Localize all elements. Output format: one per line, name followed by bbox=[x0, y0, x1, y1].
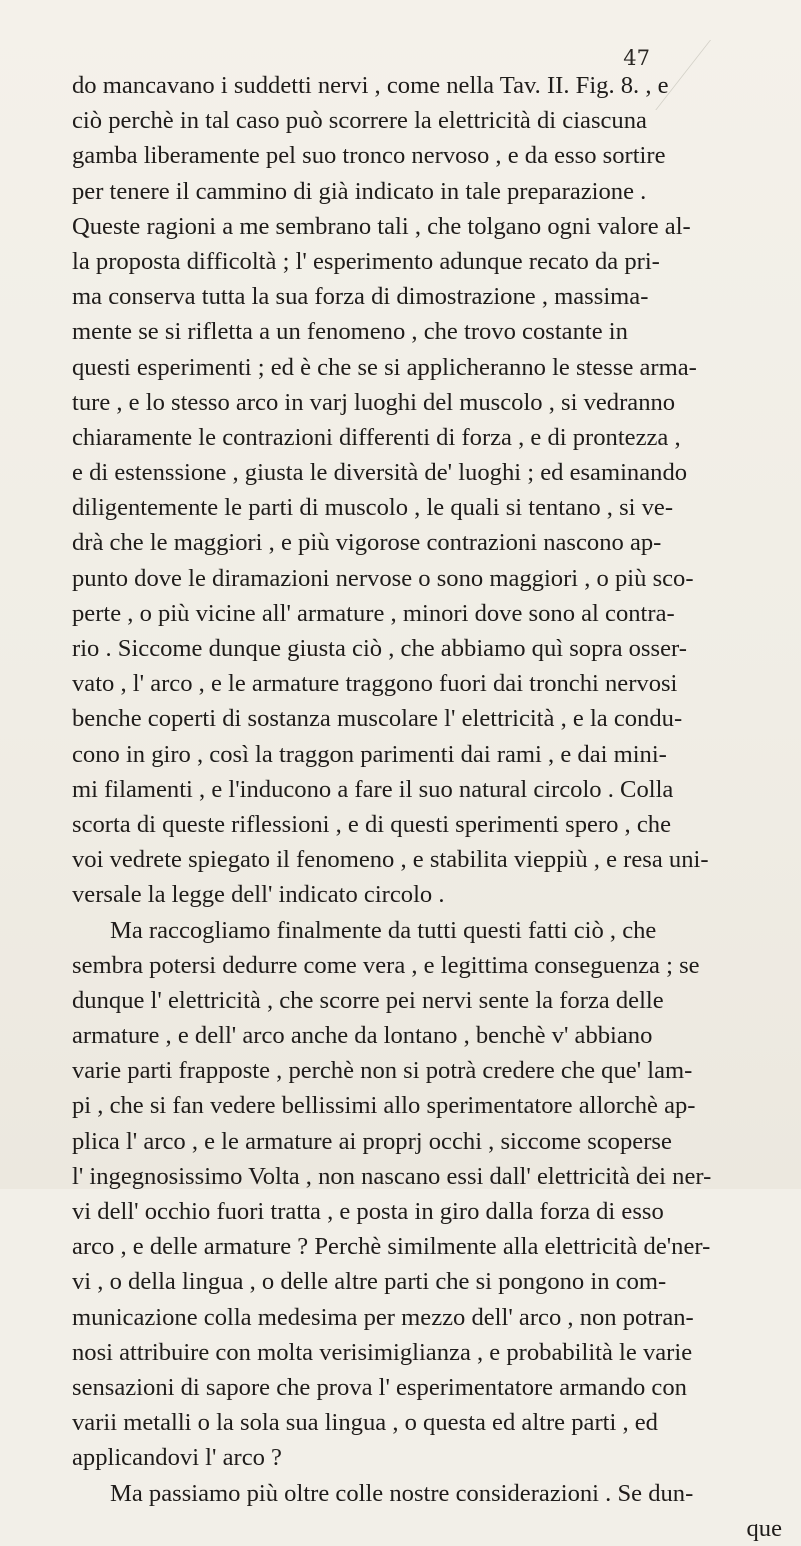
body-text bbox=[72, 68, 794, 1546]
text-line: pi , che si fan vedere bellissimi allo sperimentatore allorchè ap- bbox=[72, 1092, 696, 1120]
text-line: dunque l' elettricità , che scorre pei nervi sente la forza delle bbox=[72, 986, 664, 1014]
text-line: municazione colla medesima per mezzo dell' arco , non potran- bbox=[72, 1303, 694, 1331]
text-line: nosi attribuire con molta verisimiglianza , e probabilità le varie bbox=[72, 1338, 693, 1366]
text-line: versale la legge dell' indicato circolo . bbox=[72, 881, 445, 909]
text-line: applicandovi l' arco ? bbox=[72, 1444, 282, 1472]
text-line: rio . Siccome dunque giusta ciò , che abbiamo quì sopra osser- bbox=[72, 635, 687, 662]
text-line: cono in giro , così la traggon parimenti dai rami , e dai mini- bbox=[72, 740, 667, 768]
text-line: vato , l' arco , e le armature traggono fuori dai tronchi nervosi bbox=[72, 670, 678, 698]
text-line: Queste ragioni a me sembrano tali , che tolgano ogni valore al- bbox=[72, 212, 691, 240]
text-line: per tenere il cammino di già indicato in tale preparazione . bbox=[72, 177, 647, 205]
text-line: ma conserva tutta la sua forza di dimostrazione , massima- bbox=[72, 283, 649, 311]
text-line: diligentemente le parti di muscolo , le quali si tentano , si ve- bbox=[72, 494, 674, 522]
text-line: sensazioni di sapore che prova l' esperimentatore armando con bbox=[72, 1373, 687, 1401]
text-line: armature , e dell' arco anche da lontano , benchè v' abbiano bbox=[72, 1022, 653, 1050]
text-line: perte , o più vicine all' armature , minori dove sono al contra- bbox=[72, 599, 675, 627]
text-line: questi esperimenti ; ed è che se si applicheranno le stesse arma- bbox=[72, 353, 697, 381]
text-line: varie parti frapposte , perchè non si potrà credere che que' lam- bbox=[72, 1057, 693, 1085]
text-line: gamba liberamente pel suo tronco nervoso , e da esso sortire bbox=[72, 142, 666, 170]
text-line: chiaramente le contrazioni differenti di forza , e di prontezza , bbox=[72, 423, 681, 451]
text-line: voi vedrete spiegato il fenomeno , e stabilita vieppiù , e resa uni- bbox=[72, 846, 709, 874]
text-line: plica l' arco , e le armature ai proprj occhi , siccome scoperse bbox=[72, 1127, 672, 1155]
text-line: do mancavano i suddetti nervi , come nella Tav. II. Fig. 8. , e bbox=[72, 72, 669, 99]
text-line: sembra potersi dedurre come vera , e legittima conseguenza ; se bbox=[72, 951, 700, 979]
catchword: que bbox=[746, 1514, 782, 1542]
text-line: drà che le maggiori , e più vigorose contrazioni nascono ap- bbox=[72, 529, 662, 557]
text-line: ture , e lo stesso arco in varj luoghi del muscolo , si vedranno bbox=[72, 388, 676, 416]
text-line: e di estenssione , giusta le diversità de' luoghi ; ed esaminando bbox=[72, 459, 688, 487]
text-line: varii metalli o la sola sua lingua , o questa ed altre parti , ed bbox=[72, 1409, 658, 1437]
text-line: punto dove le diramazioni nervose o sono maggiori , o più sco- bbox=[72, 564, 694, 592]
text-line: scorta di queste riflessioni , e di questi sperimenti spero , che bbox=[72, 810, 671, 838]
text-line: vi , o della lingua , o delle altre parti che si pongono in com- bbox=[72, 1268, 667, 1296]
paragraph-start-line: Ma raccogliamo finalmente da tutti questi fatti ciò , che bbox=[110, 916, 657, 944]
text-line: ciò perchè in tal caso può scorrere la elettricità di ciascuna bbox=[72, 107, 647, 135]
text-line: benche coperti di sostanza muscolare l' elettricità , e la condu- bbox=[72, 705, 683, 733]
page-number: 47 bbox=[623, 46, 650, 70]
text-line: mi filamenti , e l'inducono a fare il suo natural circolo . Colla bbox=[72, 775, 674, 803]
text-line: vi dell' occhio fuori tratta , e posta in giro dalla forza di esso bbox=[72, 1198, 664, 1225]
text-line: l' ingegnosissimo Volta , non nascano essi dall' elettricità dei ner- bbox=[72, 1162, 712, 1190]
text-line: mente se si rifletta a un fenomeno , che trovo costante in bbox=[72, 318, 628, 346]
text-line: arco , e delle armature ? Perchè similmente alla elettricità de'ner- bbox=[72, 1233, 711, 1261]
text-line: la proposta difficoltà ; l' esperimento adunque recato da pri- bbox=[72, 247, 660, 275]
paragraph-start-line: Ma passiamo più oltre colle nostre considerazioni . Se dun- bbox=[110, 1479, 694, 1507]
